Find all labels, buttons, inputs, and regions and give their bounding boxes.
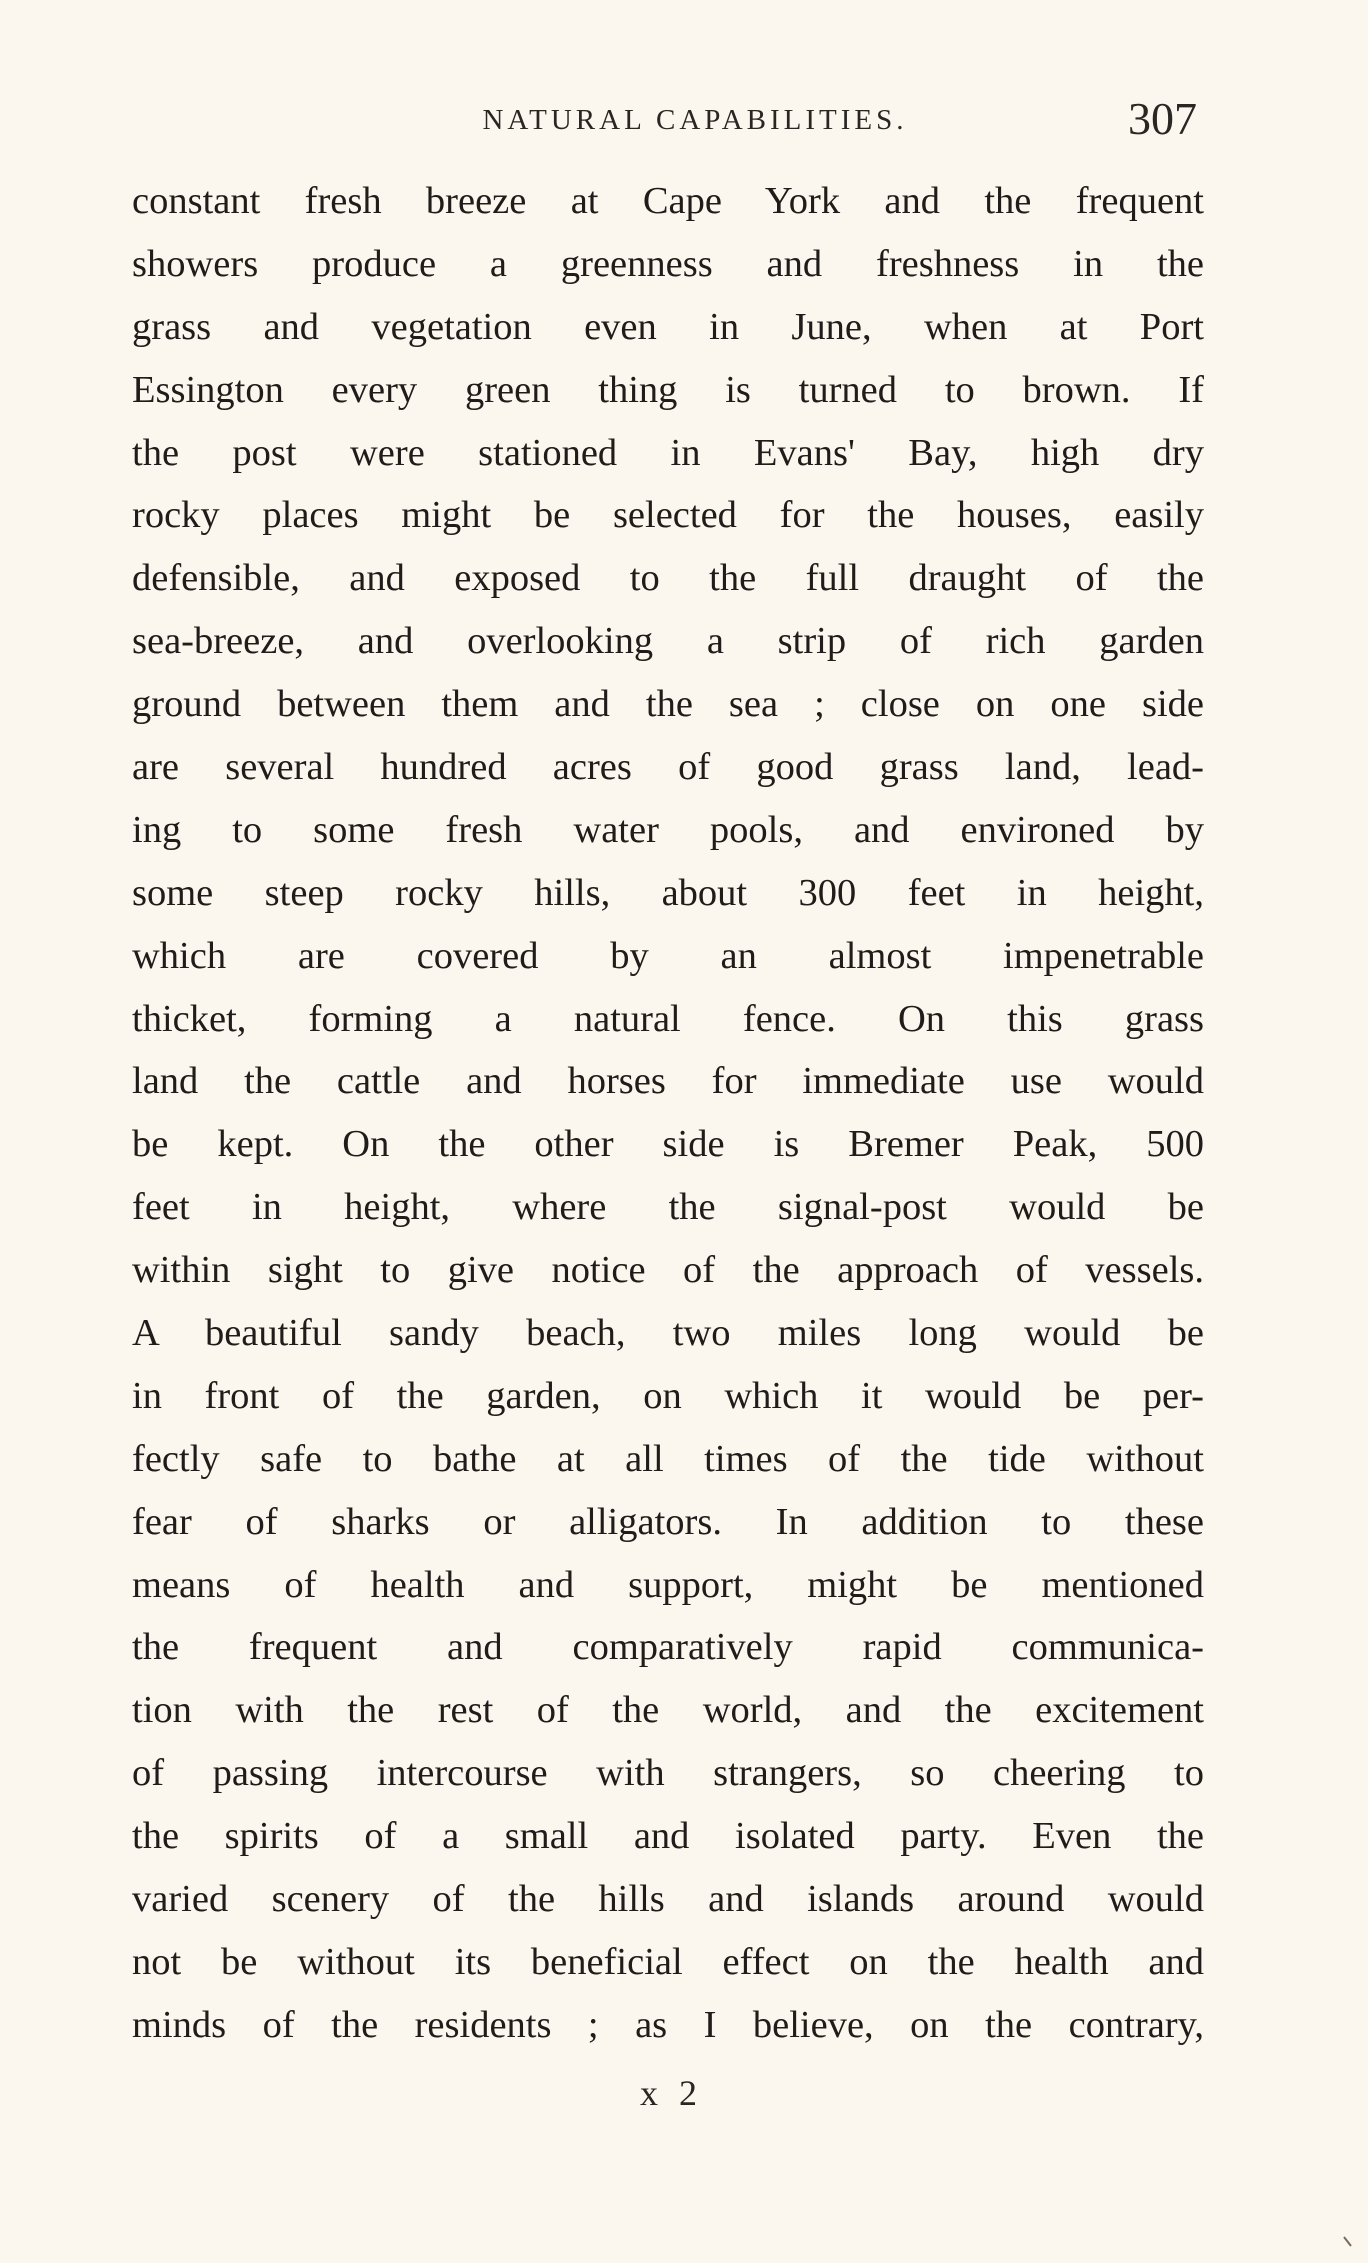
text-line: fear of sharks or alligators. In addition to these xyxy=(132,1500,1204,1543)
text-line: land the cattle and horses for immediate use would xyxy=(132,1060,1204,1103)
text-line: some steep rocky hills, about 300 feet in height, xyxy=(132,871,1204,914)
running-title: NATURAL CAPABILITIES. xyxy=(482,104,908,136)
text-line: minds of the residents ; as I believe, on the contrary, xyxy=(132,2003,1204,2046)
text-line: ground between them and the sea ; close on one side xyxy=(132,683,1204,726)
body-text xyxy=(132,170,1204,2057)
text-line: sea-breeze, and overlooking a strip of rich garden xyxy=(132,620,1204,663)
text-line: of passing intercourse with strangers, so cheering to xyxy=(132,1752,1204,1795)
text-line: means of health and support, might be mentioned xyxy=(132,1563,1204,1606)
text-line: the post were stationed in Evans' Bay, high dry xyxy=(132,431,1204,474)
text-line: defensible, and exposed to the full draught of the xyxy=(132,557,1204,600)
text-line: tion with the rest of the world, and the excitement xyxy=(132,1689,1204,1732)
text-line: the spirits of a small and isolated party. Even the xyxy=(132,1815,1204,1858)
page-number: 307 xyxy=(1128,93,1197,144)
text-line: varied scenery of the hills and islands around would xyxy=(132,1878,1204,1921)
text-line: fectly safe to bathe at all times of the tide without xyxy=(132,1437,1204,1480)
text-line: be kept. On the other side is Bremer Peak, 500 xyxy=(132,1123,1204,1166)
text-line: ing to some fresh water pools, and environed by xyxy=(132,808,1204,851)
text-line: are several hundred acres of good grass land, lead- xyxy=(132,746,1204,789)
text-line: not be without its beneficial effect on the health and xyxy=(132,1940,1204,1983)
text-line: showers produce a greenness and freshness in the xyxy=(132,242,1204,285)
text-line: in front of the garden, on which it would be per- xyxy=(132,1374,1204,1417)
text-line: grass and vegetation even in June, when at Port xyxy=(132,305,1204,348)
printer-signature: x 2 xyxy=(640,2073,703,2113)
page-speck xyxy=(1343,2236,1353,2248)
text-line: within sight to give notice of the approach of vessels. xyxy=(132,1249,1204,1292)
text-line: constant fresh breeze at Cape York and the frequent xyxy=(132,180,1204,222)
text-line: A beautiful sandy beach, two miles long would be xyxy=(132,1312,1204,1355)
text-line: the frequent and comparatively rapid communica- xyxy=(132,1626,1204,1669)
text-line: feet in height, where the signal-post would be xyxy=(132,1186,1204,1229)
text-line: which are covered by an almost impenetrable xyxy=(132,934,1204,977)
text-line: Essington every green thing is turned to brown. If xyxy=(132,368,1204,411)
text-line: rocky places might be selected for the houses, easily xyxy=(132,494,1204,537)
text-line: thicket, forming a natural fence. On this grass xyxy=(132,997,1204,1040)
running-header xyxy=(0,92,1368,152)
